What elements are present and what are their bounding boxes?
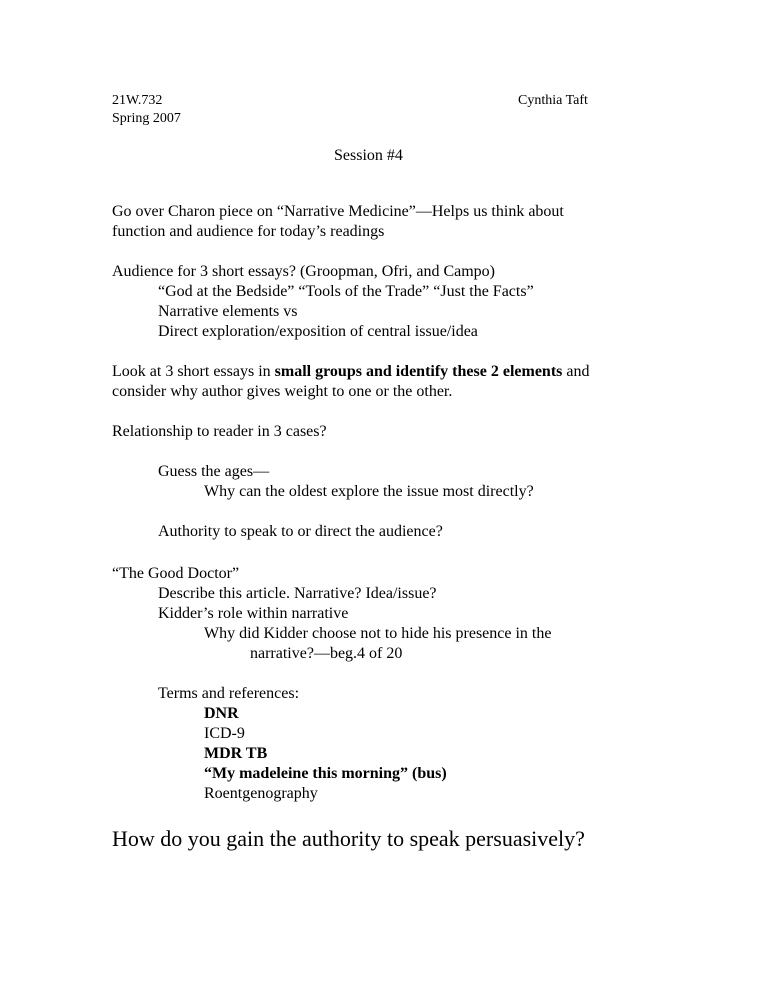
term-item: DNR (204, 705, 239, 722)
course-number: 21W.732 (112, 93, 163, 108)
term-item: MDR TB (204, 745, 268, 762)
term: Spring 2007 (112, 111, 181, 126)
good-doctor-title: “The Good Doctor” (112, 565, 240, 582)
oldest-question: Why can the oldest explore the issue most directly? (204, 483, 534, 500)
kidder-question-line2: narrative?—beg.4 of 20 (250, 645, 403, 662)
narrative-elements: Narrative elements vs (158, 303, 298, 320)
author-name: Cynthia Taft (518, 93, 588, 108)
paragraph-charon-line1: Go over Charon piece on “Narrative Medicine”—Helps us think about (112, 203, 564, 220)
paragraph-groups-line1 (112, 362, 589, 382)
paragraph-groups-line2: consider why author gives weight to one or the other. (112, 383, 453, 400)
closing-question: How do you gain the authority to speak persuasively? (112, 826, 585, 851)
guess-ages: Guess the ages— (158, 463, 270, 480)
direct-exploration: Direct exploration/exposition of central issue/idea (158, 323, 478, 340)
groups-text-post: and (562, 363, 590, 380)
paragraph-audience-line1: Audience for 3 short essays? (Groopman, Ofri, and Campo) (112, 263, 496, 280)
session-title: Session #4 (334, 147, 403, 164)
term-item: Roentgenography (204, 785, 318, 802)
paragraph-charon-line2: function and audience for today’s readings (112, 223, 385, 240)
relationship-question: Relationship to reader in 3 cases? (112, 423, 327, 440)
kidder-role: Kidder’s role within narrative (158, 605, 349, 622)
describe-article: Describe this article. Narrative? Idea/issue? (158, 585, 437, 602)
term-item: ICD-9 (204, 725, 245, 742)
groups-text-bold: small groups and identify these 2 elements (274, 363, 563, 380)
terms-heading: Terms and references: (158, 685, 300, 702)
groups-text-pre: Look at 3 short essays in (112, 363, 275, 380)
kidder-question-line1: Why did Kidder choose not to hide his presence in the (204, 625, 552, 642)
term-item: “My madeleine this morning” (bus) (204, 765, 447, 782)
essay-titles: “God at the Bedside” “Tools of the Trade” “Just the Facts” (158, 283, 534, 300)
authority-question: Authority to speak to or direct the audience? (158, 523, 443, 540)
